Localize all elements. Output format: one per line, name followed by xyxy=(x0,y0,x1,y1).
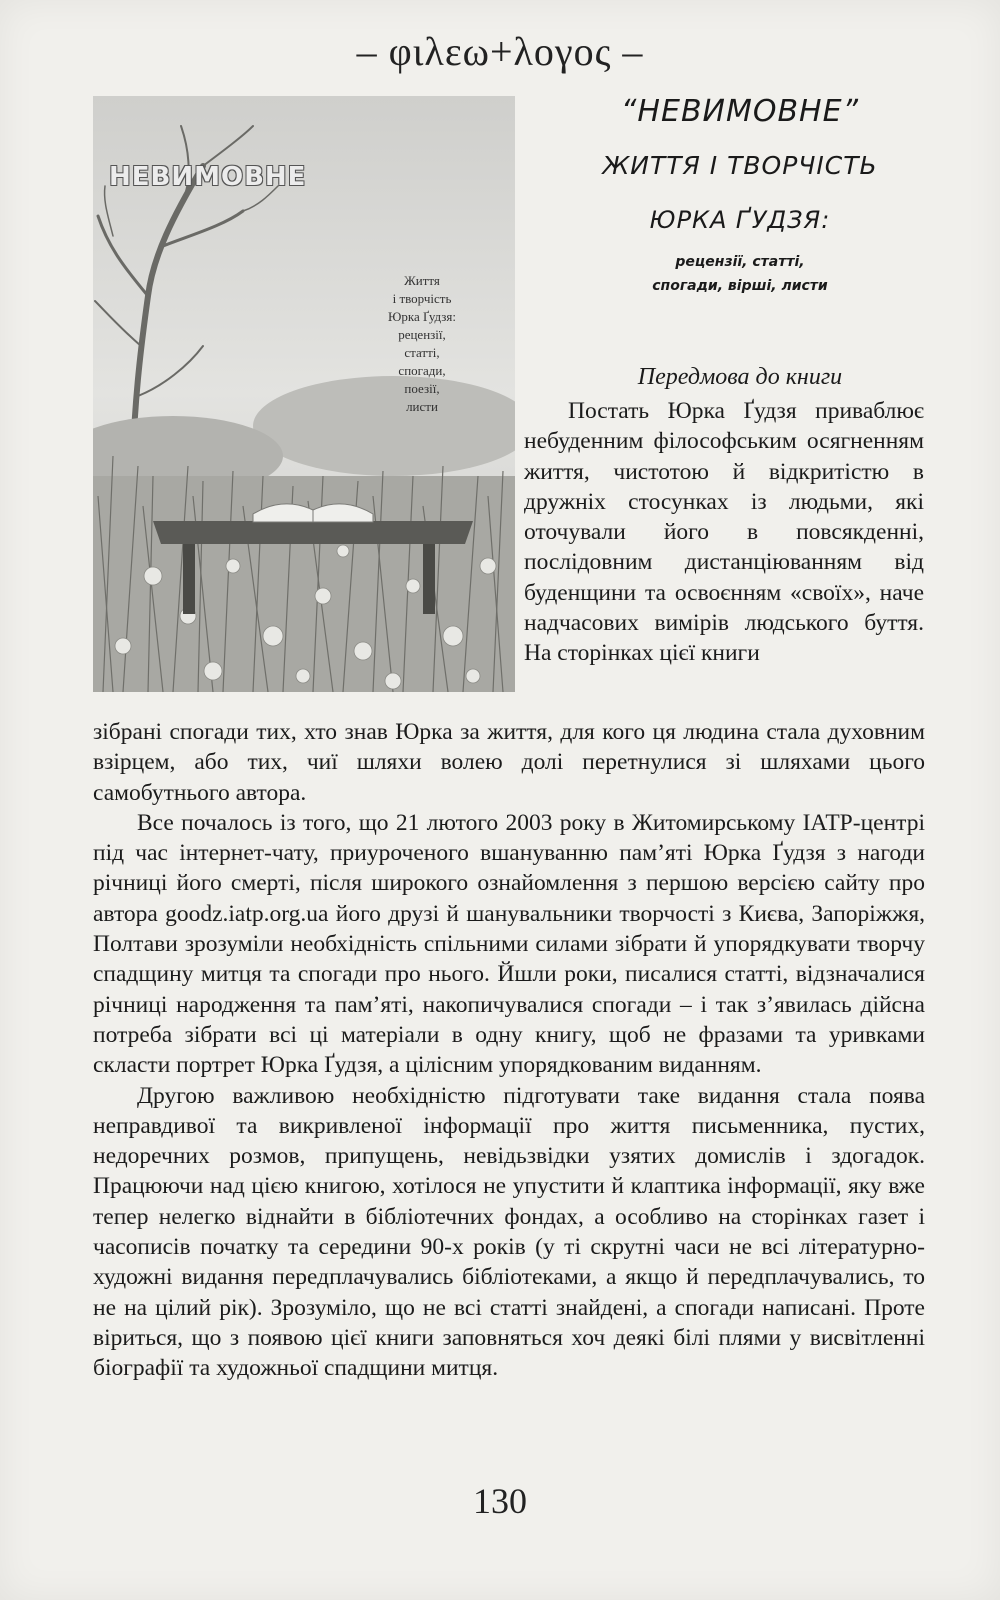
page-number: 130 xyxy=(473,1481,527,1521)
paragraph-text: зібрані спогади тих, хто знав Юрка за життя, для кого ця людина стала духовним взірцем, або тих, чиї шляхи волею долі перетнулися зі шляхами цього самобутнього автора. xyxy=(93,719,925,806)
cover-caption-line: рецензії, xyxy=(398,327,446,342)
cover-title: НЕВИМОВНЕ xyxy=(109,162,307,192)
cover-caption-line: Юрка Ґудзя: xyxy=(387,309,457,324)
article-subtitle-detail: спогади, вірші, листи xyxy=(652,278,828,294)
paragraph-text: Другою важливою необхідністю підготувати таке видання стала поява неправдивої та викривленої інформації про життя письменника, пустих, недоречних розмов, припущень, невідьзвідки узятих домислів і здогадок. Працюючи над цією книгою, хотілося не упустити й клаптика інформації, яку вже тепер нелегко віднайти в бібліотечних фондах, а особливо на сторінках газет і часописів початку та середини 90-х років (у ті скрутні часи не всі літературно-художні видання передплачувались бібліотеками, а якщо й передплачувались, то не на цілий рік). Зрозуміло, що не всі статті знайдені, а спогади написані. Проте віриться, що з появою цієї книги заповняться хоч деякі білі плями у висвітленні біографії та художньої спадщини митця. xyxy=(93,1082,925,1382)
cover-caption-line: Життя xyxy=(404,273,440,288)
article-subtitle-line: ЮРКА ҐУДЗЯ: xyxy=(649,206,831,234)
paragraph-text: Постать Юрка Ґудзя приваблює небуденним філософським осягненням життя, чистотою й відкритістю в дружніх стосунках із людьми, які оточували його в повсякденні, послідовним дистанціюванням від буденщини та освоєнням «своїх», наче надчасових вимірів людського буття. На сторінках цієї книги xyxy=(524,398,924,667)
main-text xyxy=(93,717,925,1384)
cover-caption xyxy=(351,272,493,416)
article-subtitle-detail: рецензії, статті, xyxy=(675,254,805,270)
cover-caption-line: листи xyxy=(406,399,438,414)
article-subtitle-line: ЖИТТЯ І ТВОРЧІСТЬ xyxy=(602,151,878,180)
cover-caption-line: поезії, xyxy=(404,381,440,396)
article-subtitle-details xyxy=(530,250,950,298)
paragraph-wrapped-part xyxy=(524,396,924,669)
cover-caption-line: статті, xyxy=(404,345,440,360)
cover-caption-line: і творчість xyxy=(392,291,452,306)
article-title: “НЕВИМОВНЕ” xyxy=(620,94,860,129)
book-cover-image xyxy=(93,96,515,692)
running-header: – φιλεω+λογος – xyxy=(356,29,644,74)
article-title-block xyxy=(530,94,950,298)
paragraph-text: Все почалось із того, що 21 лютого 2003 року в Житомирському ІАТР-центрі під час інтернет-чату, приуроченого вшануванню пам’яті Юрка Ґудзя з нагоди річниці його смерті, після широкого ознайомлення з першою версією сайту про автора goodz.iatp.org.ua його друзі й шанувальники творчості з Києва, Запоріжжя, Полтави зрозуміли необхідність спільними силами зібрати й упорядкувати творчу спадщину митця та спогади про нього. Йшли роки, писалися статті, відзначалися річниці народження та пам’яті, накопичувалися спогади – і так з’явилась дійсна потреба зібрати всі ці матеріали в одну книгу, щоб не фразами та уривками скласти портрет Юрка Ґудзя, а цілісним упорядкованим виданням. xyxy=(93,809,925,1079)
preface-label: Передмова до книги xyxy=(637,364,843,390)
cover-caption-line: спогади, xyxy=(398,363,446,378)
